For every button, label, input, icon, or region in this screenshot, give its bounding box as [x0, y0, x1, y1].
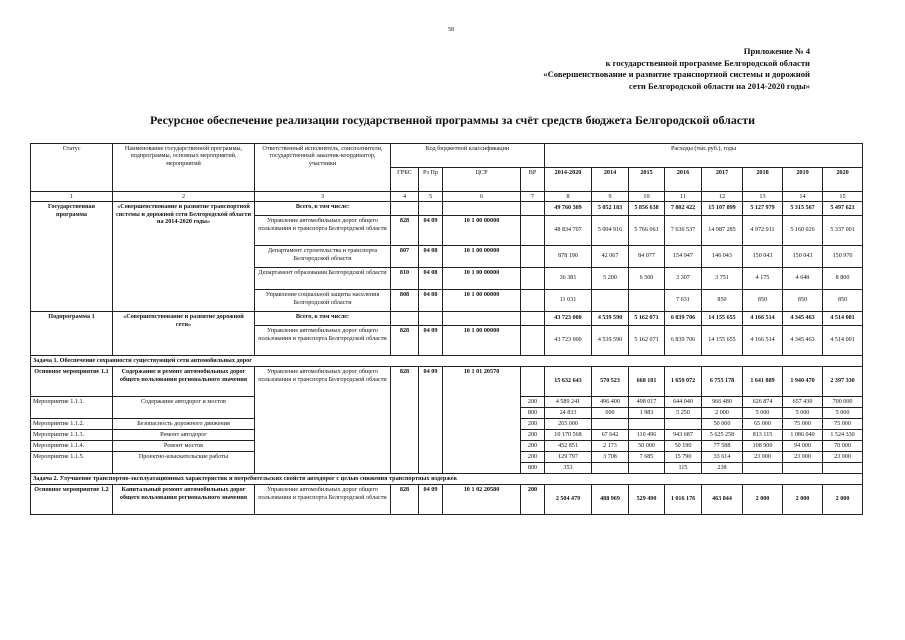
header-grbs: ГРБС — [391, 168, 419, 192]
header-year: 2017 — [702, 168, 743, 192]
grbs-cell: 807 — [391, 246, 419, 268]
executor-cell: Управление социальной защиты населения Белгородской области — [255, 290, 391, 312]
header-year: 2020 — [823, 168, 863, 192]
value-cell: 6 839 706 — [665, 326, 702, 356]
executor-cell: Департамент строительства и транспорта Белгородской области — [255, 246, 391, 268]
value-cell — [592, 290, 629, 312]
vr-cell: 800 — [521, 463, 545, 474]
value-cell: 2 000 — [743, 485, 783, 515]
value-cell: 4 345 463 — [783, 326, 823, 356]
task-row — [31, 356, 863, 367]
executor-cell: Всего, в том числе: — [255, 312, 391, 326]
value-cell: 5 250 — [665, 408, 702, 419]
value-cell: 1 086 040 — [783, 430, 823, 441]
value-cell: 5 337 001 — [823, 216, 863, 246]
value-cell: 23 000 — [743, 452, 783, 463]
column-number: 7 — [521, 192, 545, 202]
value-cell: 42 067 — [592, 246, 629, 268]
value-cell — [743, 463, 783, 474]
value-cell: 570 523 — [592, 367, 629, 397]
vr-cell: 200 — [521, 452, 545, 463]
name-cell: Безопасность дорожного движения — [113, 419, 255, 430]
value-cell: 48 834 707 — [545, 216, 592, 246]
value-cell: 14 155 655 — [702, 312, 743, 326]
column-number: 5 — [419, 192, 443, 202]
value-cell: 4 514 001 — [823, 326, 863, 356]
status-cell: Мероприятие 1.1.1. — [31, 397, 113, 419]
name-cell: «Совершенствование и развитие транспортной системы и дорожной сети Белгородской области на 2014-2020 годы» — [113, 202, 255, 312]
value-cell — [629, 463, 665, 474]
value-cell: 850 — [702, 290, 743, 312]
appendix-line: к государственной программе Белгородской области — [605, 57, 810, 68]
status-cell: Мероприятие 1.1.4. — [31, 441, 113, 452]
value-cell: 265 000 — [545, 419, 592, 430]
value-cell: 1 641 889 — [743, 367, 783, 397]
value-cell: 5 625 258 — [702, 430, 743, 441]
vr-cell — [521, 290, 545, 312]
column-number: 10 — [629, 192, 665, 202]
value-cell: 498 017 — [629, 397, 665, 408]
column-number: 4 — [391, 192, 419, 202]
value-cell: 15 632 643 — [545, 367, 592, 397]
page-number: 58 — [448, 27, 454, 33]
value-cell: 5 004 916 — [592, 216, 629, 246]
value-cell: 5 052 183 — [592, 202, 629, 216]
value-cell: 15 107 899 — [702, 202, 743, 216]
table-row — [31, 367, 863, 397]
value-cell: 77 588 — [702, 441, 743, 452]
value-cell: 4 539 590 — [592, 312, 629, 326]
value-cell: 5 315 567 — [783, 202, 823, 216]
value-cell: 1 524 330 — [823, 430, 863, 441]
csr-cell: 10 1 00 00000 — [443, 326, 521, 356]
value-cell: 150 970 — [823, 246, 863, 268]
value-cell: 75 000 — [823, 419, 863, 430]
value-cell: 7 802 422 — [665, 202, 702, 216]
value-cell: 43 723 000 — [545, 326, 592, 356]
vr-cell: 200 — [521, 485, 545, 515]
value-cell: 70 000 — [823, 441, 863, 452]
vr-cell — [521, 268, 545, 290]
vr-cell — [521, 326, 545, 356]
value-cell: 154 947 — [665, 246, 702, 268]
appendix-line: Приложение № 4 — [743, 46, 810, 56]
value-cell: 94 000 — [783, 441, 823, 452]
value-cell: 238 — [702, 463, 743, 474]
value-cell: 353 — [545, 463, 592, 474]
column-number: 2 — [113, 192, 255, 202]
value-cell: 75 000 — [783, 419, 823, 430]
value-cell: 850 — [783, 290, 823, 312]
header-year: 2015 — [629, 168, 665, 192]
column-number: 15 — [823, 192, 863, 202]
csr-cell — [443, 202, 521, 216]
header-expenses: Расходы (тыс.руб.), годы — [545, 144, 863, 168]
document-title: Ресурсное обеспечение реализации государственной программы за счёт средств бюджета Белгородской области — [149, 113, 756, 127]
value-cell: 5 497 621 — [823, 202, 863, 216]
header-executor: Ответственный исполнитель, соисполнители, государственный заказчик-координатор, участники — [255, 144, 391, 192]
rzpr-cell: 04 09 — [419, 326, 443, 356]
table-row — [31, 312, 863, 326]
grbs-cell: 828 — [391, 485, 419, 515]
value-cell: 600 — [592, 408, 629, 419]
csr-cell: 10 1 00 00000 — [443, 268, 521, 290]
value-cell: 626 874 — [743, 397, 783, 408]
grbs-cell: 828 — [391, 326, 419, 356]
value-cell: 4 514 001 — [823, 312, 863, 326]
value-cell: 43 723 000 — [545, 312, 592, 326]
rzpr-cell: 04 09 — [419, 216, 443, 246]
status-cell: Подпрограмма 1 — [31, 312, 113, 356]
column-number: 9 — [592, 192, 629, 202]
value-cell — [629, 419, 665, 430]
value-cell: 50 000 — [702, 419, 743, 430]
task-title: Задача 1. Обеспечение сохранности существующей сети автомобильных дорог — [31, 356, 863, 367]
value-cell: 23 000 — [783, 452, 823, 463]
header-rzpr: Рз Пр — [419, 168, 443, 192]
value-cell: 129 797 — [545, 452, 592, 463]
status-cell: Государственная программа — [31, 202, 113, 312]
value-cell: 3 751 — [702, 268, 743, 290]
appendix-line: «Совершенствование и развитие транспортной системы и дорожной — [543, 69, 810, 79]
table-row — [31, 485, 863, 515]
value-cell: 878 190 — [545, 246, 592, 268]
csr-cell: 10 1 02 20580 — [443, 485, 521, 515]
appendix-caption — [450, 46, 810, 92]
task-row — [31, 474, 863, 485]
value-cell: 496 400 — [592, 397, 629, 408]
vr-cell — [521, 216, 545, 246]
value-cell — [823, 463, 863, 474]
name-cell: Ремонт автодорог — [113, 430, 255, 441]
value-cell: 10 170 568 — [545, 430, 592, 441]
value-cell: 84 077 — [629, 246, 665, 268]
value-cell: 5 162 071 — [629, 326, 665, 356]
value-cell: 15 790 — [665, 452, 702, 463]
value-cell — [783, 463, 823, 474]
value-cell: 850 — [823, 290, 863, 312]
column-number: 8 — [545, 192, 592, 202]
value-cell: 2 173 — [592, 441, 629, 452]
value-cell: 529 490 — [629, 485, 665, 515]
column-number: 3 — [255, 192, 391, 202]
vr-cell: 200 — [521, 430, 545, 441]
value-cell: 110 496 — [629, 430, 665, 441]
rzpr-cell: 04 08 — [419, 268, 443, 290]
header-year: 2018 — [743, 168, 783, 192]
table-row — [31, 202, 863, 216]
value-cell: 5 766 061 — [629, 216, 665, 246]
value-cell — [592, 419, 629, 430]
value-cell — [592, 463, 629, 474]
value-cell: 463 844 — [702, 485, 743, 515]
value-cell: 6 839 706 — [665, 312, 702, 326]
name-cell: Проектно-изыскательские работы — [113, 452, 255, 474]
value-cell: 23 000 — [823, 452, 863, 463]
value-cell: 5 000 — [783, 408, 823, 419]
name-cell: Содержание и ремонт автомобильных дорог общего пользования регионального значения — [113, 367, 255, 397]
status-cell: Основное мероприятие 1.2 — [31, 485, 113, 515]
csr-cell — [443, 312, 521, 326]
csr-cell: 10 1 00 00000 — [443, 216, 521, 246]
value-cell: 150 043 — [743, 246, 783, 268]
column-number-row — [31, 192, 863, 202]
value-cell: 5 127 979 — [743, 202, 783, 216]
value-cell: 7 636 537 — [665, 216, 702, 246]
column-number: 11 — [665, 192, 702, 202]
header-name: Наименование государственной программы, подпрограммы, основных мероприятий, мероприятий — [113, 144, 255, 192]
status-cell: Мероприятие 1.1.2. — [31, 419, 113, 430]
value-cell: 850 — [743, 290, 783, 312]
name-cell: «Совершенствование и развитие дорожной сети» — [113, 312, 255, 356]
value-cell: 1 016 176 — [665, 485, 702, 515]
status-cell: Мероприятие 1.1.5. — [31, 452, 113, 474]
rzpr-cell: 04 09 — [419, 367, 443, 474]
value-cell: 668 181 — [629, 367, 665, 397]
rzpr-cell — [419, 312, 443, 326]
csr-cell: 10 1 01 20570 — [443, 367, 521, 474]
value-cell: 2 000 — [823, 485, 863, 515]
task-title: Задача 2. Улучшение транспортно-эксплуатационных характеристик и потребительских свойств автодорог с целью снижения транспортных издержек — [31, 474, 863, 485]
vr-cell — [521, 312, 545, 326]
name-cell: Ремонт мостов — [113, 441, 255, 452]
value-cell — [665, 419, 702, 430]
executor-cell: Управление автомобильных дорог общего пользования и транспорта Белгородской области — [255, 216, 391, 246]
value-cell: 3 307 — [665, 268, 702, 290]
csr-cell: 10 1 00 00000 — [443, 290, 521, 312]
executor-cell: Управление автомобильных дорог общего пользования и транспорта Белгородской области — [255, 326, 391, 356]
value-cell: 7 685 — [629, 452, 665, 463]
value-cell: 108 900 — [743, 441, 783, 452]
value-cell: 813 115 — [743, 430, 783, 441]
value-cell: 65 000 — [743, 419, 783, 430]
value-cell: 150 043 — [783, 246, 823, 268]
rzpr-cell: 04 08 — [419, 290, 443, 312]
value-cell — [629, 290, 665, 312]
value-cell: 5 162 071 — [629, 312, 665, 326]
value-cell: 5 000 — [823, 408, 863, 419]
value-cell: 3 708 — [592, 452, 629, 463]
value-cell: 4 539 590 — [592, 326, 629, 356]
value-cell: 943 687 — [665, 430, 702, 441]
header-status: Статус — [31, 144, 113, 192]
value-cell: 146 043 — [702, 246, 743, 268]
vr-cell — [521, 202, 545, 216]
value-cell: 36 381 — [545, 268, 592, 290]
header-year: 2016 — [665, 168, 702, 192]
value-cell: 644 040 — [665, 397, 702, 408]
value-cell: 49 760 309 — [545, 202, 592, 216]
value-cell: 657 430 — [783, 397, 823, 408]
grbs-cell: 828 — [391, 367, 419, 474]
grbs-cell: 828 — [391, 216, 419, 246]
value-cell: 1 940 470 — [783, 367, 823, 397]
value-cell: 67 642 — [592, 430, 629, 441]
grbs-cell — [391, 202, 419, 216]
value-cell: 115 — [665, 463, 702, 474]
header-csr: ЦСР — [443, 168, 521, 192]
value-cell: 5 160 026 — [783, 216, 823, 246]
column-number: 14 — [783, 192, 823, 202]
value-cell: 24 833 — [545, 408, 592, 419]
value-cell: 4 972 911 — [743, 216, 783, 246]
vr-cell: 200 — [521, 441, 545, 452]
value-cell: 2 397 330 — [823, 367, 863, 397]
header-year: 2019 — [783, 168, 823, 192]
value-cell: 14 987 285 — [702, 216, 743, 246]
vr-cell: 800 — [521, 408, 545, 419]
name-cell: Капитальный ремонт автомобильных дорог общего пользования регионального значения — [113, 485, 255, 515]
value-cell: 4 589 241 — [545, 397, 592, 408]
resource-table — [30, 143, 863, 515]
column-number: 13 — [743, 192, 783, 202]
name-cell: Содержание автодорог и мостов — [113, 397, 255, 419]
value-cell: 5 856 638 — [629, 202, 665, 216]
executor-cell: Управление автомобильных дорог общего пользования и транспорта Белгородской области — [255, 367, 391, 474]
value-cell: 2 000 — [783, 485, 823, 515]
value-cell: 14 155 655 — [702, 326, 743, 356]
header-year: 2014-2020 — [545, 168, 592, 192]
value-cell: 8 800 — [823, 268, 863, 290]
vr-cell: 200 — [521, 397, 545, 408]
value-cell: 33 614 — [702, 452, 743, 463]
appendix-line: сети Белгородской области на 2014-2020 годы» — [628, 80, 810, 91]
value-cell: 5 200 — [592, 268, 629, 290]
status-cell: Основное мероприятие 1.1 — [31, 367, 113, 397]
rzpr-cell: 04 08 — [419, 246, 443, 268]
value-cell: 4 166 514 — [743, 326, 783, 356]
value-cell: 488 969 — [592, 485, 629, 515]
value-cell: 4 345 463 — [783, 312, 823, 326]
vr-cell: 200 — [521, 419, 545, 430]
value-cell: 7 631 — [665, 290, 702, 312]
value-cell: 4 648 — [783, 268, 823, 290]
rzpr-cell: 04 09 — [419, 485, 443, 515]
executor-cell: Управление автомобильных дорог общего пользования и транспорта Белгородской области — [255, 485, 391, 515]
column-number: 6 — [443, 192, 521, 202]
executor-cell: Всего, в том числе: — [255, 202, 391, 216]
csr-cell: 10 1 00 00000 — [443, 246, 521, 268]
header-budget-code: Код бюджетной классификации — [391, 144, 545, 168]
value-cell: 452 851 — [545, 441, 592, 452]
value-cell: 4 166 514 — [743, 312, 783, 326]
value-cell: 1 983 — [629, 408, 665, 419]
value-cell: 6 500 — [629, 268, 665, 290]
grbs-cell: 808 — [391, 290, 419, 312]
value-cell: 700 000 — [823, 397, 863, 408]
executor-cell: Департамент образования Белгородской области — [255, 268, 391, 290]
value-cell: 966 480 — [702, 397, 743, 408]
value-cell: 4 175 — [743, 268, 783, 290]
value-cell: 2 504 479 — [545, 485, 592, 515]
grbs-cell: 810 — [391, 268, 419, 290]
value-cell: 11 031 — [545, 290, 592, 312]
column-number: 12 — [702, 192, 743, 202]
value-cell: 2 000 — [702, 408, 743, 419]
column-number: 1 — [31, 192, 113, 202]
grbs-cell — [391, 312, 419, 326]
rzpr-cell — [419, 202, 443, 216]
value-cell: 6 755 178 — [702, 367, 743, 397]
value-cell: 50 000 — [629, 441, 665, 452]
vr-cell — [521, 367, 545, 397]
value-cell: 50 190 — [665, 441, 702, 452]
vr-cell — [521, 246, 545, 268]
value-cell: 5 000 — [743, 408, 783, 419]
header-vr: ВР — [521, 168, 545, 192]
header-year: 2014 — [592, 168, 629, 192]
value-cell: 1 659 072 — [665, 367, 702, 397]
status-cell: Мероприятие 1.1.3. — [31, 430, 113, 441]
